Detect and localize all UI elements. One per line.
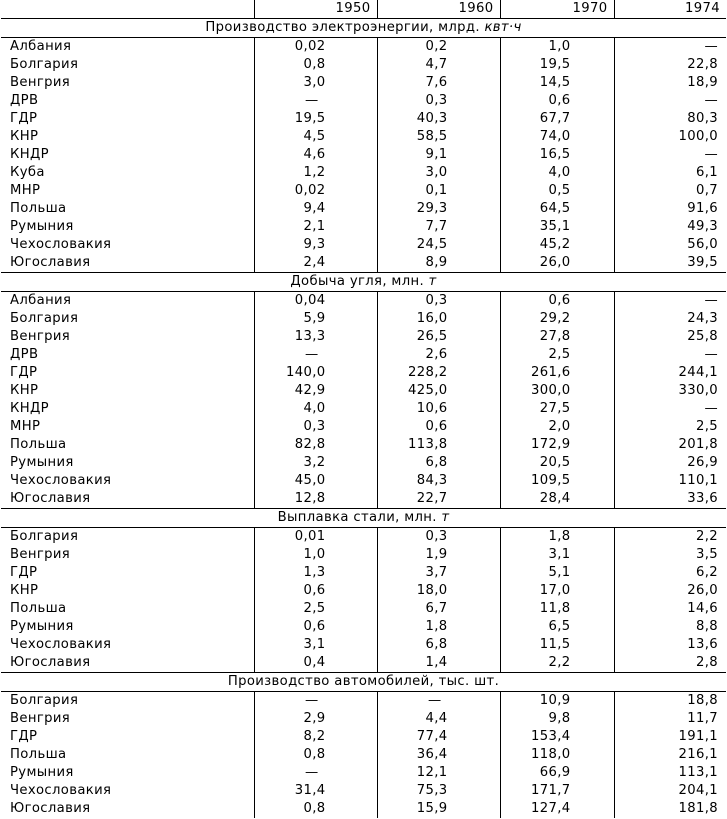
value-cell-1970: 6,5 (500, 618, 614, 636)
value-cell-1970: 2,5 (500, 346, 614, 364)
country-name: Югославия (10, 801, 91, 816)
value-cell-1950: 8,2 (254, 728, 377, 746)
value-cell-1960: 22,7 (377, 490, 500, 509)
value-cell-1950: 1,0 (254, 546, 377, 564)
country-name: Болгария (10, 693, 79, 708)
value-cell-1970: 35,1 (500, 218, 614, 236)
value-cell-1950: 3,2 (254, 454, 377, 472)
value-cell-1970: 27,8 (500, 328, 614, 346)
section-title-unit: т (428, 274, 437, 289)
country-name: ГДР (10, 729, 38, 744)
value-cell-1950: 1,2 (254, 164, 377, 182)
value-cell-1974: 14,6 (614, 600, 726, 618)
value-cell-1950: 2,5 (254, 600, 377, 618)
country-name: ГДР (10, 111, 38, 126)
value-cell-1970: 171,7 (500, 782, 614, 800)
value-cell-1974: 2,2 (614, 528, 726, 547)
table-row (1, 292, 726, 311)
country-name: ДРВ (10, 93, 39, 108)
table-row (1, 346, 726, 364)
country-name: МНР (10, 183, 41, 198)
country-name: Польша (10, 437, 67, 452)
value-cell-1970: 11,8 (500, 600, 614, 618)
country-name: Венгрия (10, 329, 71, 344)
country-name: Румыния (10, 619, 74, 634)
value-cell-1970: 45,2 (500, 236, 614, 254)
table-row (1, 74, 726, 92)
value-cell-1950: 9,4 (254, 200, 377, 218)
value-cell-1950: 140,0 (254, 364, 377, 382)
table-row (1, 128, 726, 146)
country-name: Куба (10, 165, 45, 180)
value-cell-1950: — (254, 692, 377, 711)
value-cell-1960: 228,2 (377, 364, 500, 382)
section-title (1, 19, 726, 38)
value-cell-1970: 9,8 (500, 710, 614, 728)
value-cell-1974: 33,6 (614, 490, 726, 509)
value-cell-1960: 16,0 (377, 310, 500, 328)
value-cell-1950: 2,9 (254, 710, 377, 728)
table-row (1, 418, 726, 436)
table-row (1, 56, 726, 74)
value-cell-1974: 24,3 (614, 310, 726, 328)
country-name: Польша (10, 601, 67, 616)
value-cell-1960: 26,5 (377, 328, 500, 346)
section-title-text: Добыча угля, млн. (290, 274, 429, 289)
value-cell-1960: 1,8 (377, 618, 500, 636)
country-name: Польша (10, 201, 67, 216)
section-title-unit: т (441, 510, 450, 525)
value-cell-1950: 9,3 (254, 236, 377, 254)
value-cell-1960: 12,1 (377, 764, 500, 782)
table-row (1, 582, 726, 600)
value-cell-1960: 36,4 (377, 746, 500, 764)
value-cell-1970: 5,1 (500, 564, 614, 582)
value-cell-1970: 64,5 (500, 200, 614, 218)
value-cell-1950: 0,02 (254, 38, 377, 57)
value-cell-1950: 31,4 (254, 782, 377, 800)
value-cell-1950: — (254, 764, 377, 782)
value-cell-1974: — (614, 38, 726, 57)
value-cell-1960: 75,3 (377, 782, 500, 800)
section-header-row (1, 673, 726, 692)
table-row (1, 110, 726, 128)
value-cell-1970: 261,6 (500, 364, 614, 382)
table-row (1, 528, 726, 547)
value-cell-1960: 40,3 (377, 110, 500, 128)
table-row (1, 436, 726, 454)
value-cell-1974: 0,7 (614, 182, 726, 200)
value-cell-1974: 8,8 (614, 618, 726, 636)
section-header-row (1, 19, 726, 38)
value-cell-1974: 2,8 (614, 654, 726, 673)
value-cell-1960: 58,5 (377, 128, 500, 146)
value-cell-1950: 12,8 (254, 490, 377, 509)
value-cell-1950: 0,8 (254, 56, 377, 74)
value-cell-1970: 17,0 (500, 582, 614, 600)
value-cell-1970: 109,5 (500, 472, 614, 490)
value-cell-1960: 4,4 (377, 710, 500, 728)
value-cell-1960: 1,9 (377, 546, 500, 564)
value-cell-1960: 1,4 (377, 654, 500, 673)
section-title (1, 673, 726, 692)
country-name: КНДР (10, 147, 49, 162)
table-row (1, 728, 726, 746)
table-row (1, 218, 726, 236)
value-cell-1960: 18,0 (377, 582, 500, 600)
value-cell-1950: 4,0 (254, 400, 377, 418)
value-cell-1974: — (614, 92, 726, 110)
value-cell-1970: 300,0 (500, 382, 614, 400)
value-cell-1974: 25,8 (614, 328, 726, 346)
section-title-text: Производство автомобилей, тыс. шт. (227, 674, 500, 689)
value-cell-1950: 0,4 (254, 654, 377, 673)
value-cell-1960: 0,1 (377, 182, 500, 200)
country-name: КНР (10, 583, 39, 598)
value-cell-1970: 172,9 (500, 436, 614, 454)
value-cell-1970: 118,0 (500, 746, 614, 764)
country-name: Чехословакия (10, 637, 112, 652)
year-header-row (1, 0, 726, 19)
value-cell-1970: 2,2 (500, 654, 614, 673)
country-name: Венгрия (10, 75, 71, 90)
value-cell-1950: 1,3 (254, 564, 377, 582)
section-title-text: Выплавка стали, млн. (277, 510, 442, 525)
table-row (1, 636, 726, 654)
year-header-1960: 1960 (377, 0, 500, 19)
value-cell-1960: 84,3 (377, 472, 500, 490)
country-name: ДРВ (10, 347, 39, 362)
country-name: МНР (10, 419, 41, 434)
year-header-1950: 1950 (254, 0, 377, 19)
value-cell-1950: 0,01 (254, 528, 377, 547)
table-row (1, 800, 726, 818)
value-cell-1950: 0,6 (254, 582, 377, 600)
country-name: Венгрия (10, 711, 71, 726)
table-row (1, 364, 726, 382)
value-cell-1960: 0,2 (377, 38, 500, 57)
table-row (1, 472, 726, 490)
table-row (1, 146, 726, 164)
value-cell-1960: 4,7 (377, 56, 500, 74)
value-cell-1960: 3,0 (377, 164, 500, 182)
value-cell-1974: 201,8 (614, 436, 726, 454)
value-cell-1970: 10,9 (500, 692, 614, 711)
section-title-unit: квт·ч (484, 20, 522, 35)
country-name: Болгария (10, 311, 79, 326)
table-row (1, 236, 726, 254)
value-cell-1950: 0,04 (254, 292, 377, 311)
value-cell-1970: 16,5 (500, 146, 614, 164)
country-name: КНДР (10, 401, 49, 416)
value-cell-1950: 0,6 (254, 618, 377, 636)
value-cell-1974: 204,1 (614, 782, 726, 800)
value-cell-1950: 2,1 (254, 218, 377, 236)
value-cell-1970: 0,6 (500, 292, 614, 311)
country-name: Румыния (10, 455, 74, 470)
country-name: Чехословакия (10, 237, 112, 252)
country-name: Румыния (10, 219, 74, 234)
value-cell-1950: — (254, 346, 377, 364)
table-row (1, 746, 726, 764)
table-row (1, 600, 726, 618)
value-cell-1960: 24,5 (377, 236, 500, 254)
country-name: Болгария (10, 529, 79, 544)
value-cell-1960: 6,7 (377, 600, 500, 618)
value-cell-1970: 19,5 (500, 56, 614, 74)
value-cell-1974: 100,0 (614, 128, 726, 146)
country-name: Албания (10, 293, 72, 308)
value-cell-1950: 4,5 (254, 128, 377, 146)
value-cell-1970: 4,0 (500, 164, 614, 182)
value-cell-1950: 3,0 (254, 74, 377, 92)
value-cell-1970: 67,7 (500, 110, 614, 128)
value-cell-1960: 0,3 (377, 92, 500, 110)
value-cell-1970: 74,0 (500, 128, 614, 146)
value-cell-1974: 26,0 (614, 582, 726, 600)
value-cell-1974: — (614, 146, 726, 164)
table-row (1, 200, 726, 218)
value-cell-1960: 7,6 (377, 74, 500, 92)
value-cell-1970: 127,4 (500, 800, 614, 818)
section-title (1, 273, 726, 292)
value-cell-1960: 29,3 (377, 200, 500, 218)
table-row (1, 782, 726, 800)
section-header-row (1, 273, 726, 292)
value-cell-1974: 113,1 (614, 764, 726, 782)
country-name: Румыния (10, 765, 74, 780)
table-row (1, 310, 726, 328)
value-cell-1960: 6,8 (377, 636, 500, 654)
table-row (1, 654, 726, 673)
section-title-text: Производство электроэнергии, млрд. (205, 20, 485, 35)
value-cell-1950: 0,8 (254, 800, 377, 818)
value-cell-1974: 6,2 (614, 564, 726, 582)
country-name: Венгрия (10, 547, 71, 562)
value-cell-1974: 22,8 (614, 56, 726, 74)
section-header-row (1, 509, 726, 528)
value-cell-1970: 26,0 (500, 254, 614, 273)
table-row (1, 92, 726, 110)
value-cell-1970: 1,8 (500, 528, 614, 547)
value-cell-1974: 18,9 (614, 74, 726, 92)
value-cell-1950: 3,1 (254, 636, 377, 654)
country-name: Чехословакия (10, 473, 112, 488)
production-statistics-table (1, 0, 726, 818)
table-row (1, 164, 726, 182)
value-cell-1970: 14,5 (500, 74, 614, 92)
value-cell-1970: 11,5 (500, 636, 614, 654)
value-cell-1974: 56,0 (614, 236, 726, 254)
value-cell-1970: 1,0 (500, 38, 614, 57)
value-cell-1974: 3,5 (614, 546, 726, 564)
country-name: КНР (10, 383, 39, 398)
value-cell-1974: — (614, 400, 726, 418)
table-row (1, 692, 726, 711)
value-cell-1960: 77,4 (377, 728, 500, 746)
value-cell-1974: 11,7 (614, 710, 726, 728)
value-cell-1970: 2,0 (500, 418, 614, 436)
table-row (1, 400, 726, 418)
value-cell-1950: 42,9 (254, 382, 377, 400)
value-cell-1974: 18,8 (614, 692, 726, 711)
value-cell-1974: 91,6 (614, 200, 726, 218)
value-cell-1950: 4,6 (254, 146, 377, 164)
value-cell-1960: 113,8 (377, 436, 500, 454)
value-cell-1970: 153,4 (500, 728, 614, 746)
country-name: ГДР (10, 365, 38, 380)
value-cell-1974: 49,3 (614, 218, 726, 236)
table-row (1, 382, 726, 400)
country-name: Югославия (10, 491, 91, 506)
value-cell-1974: 6,1 (614, 164, 726, 182)
country-name: Чехословакия (10, 783, 112, 798)
value-cell-1974: 110,1 (614, 472, 726, 490)
year-header-1970: 1970 (500, 0, 614, 19)
table-row (1, 564, 726, 582)
value-cell-1950: 19,5 (254, 110, 377, 128)
value-cell-1950: 5,9 (254, 310, 377, 328)
value-cell-1974: 80,3 (614, 110, 726, 128)
value-cell-1960: 3,7 (377, 564, 500, 582)
corner-header-cell (1, 0, 254, 19)
value-cell-1974: — (614, 292, 726, 311)
value-cell-1950: 82,8 (254, 436, 377, 454)
value-cell-1970: 66,9 (500, 764, 614, 782)
country-name: Албания (10, 39, 72, 54)
value-cell-1974: 330,0 (614, 382, 726, 400)
value-cell-1970: 0,5 (500, 182, 614, 200)
value-cell-1950: 2,4 (254, 254, 377, 273)
value-cell-1970: 0,6 (500, 92, 614, 110)
table-row (1, 618, 726, 636)
value-cell-1974: 26,9 (614, 454, 726, 472)
value-cell-1960: 7,7 (377, 218, 500, 236)
value-cell-1960: 0,6 (377, 418, 500, 436)
country-name: Польша (10, 747, 67, 762)
value-cell-1974: 39,5 (614, 254, 726, 273)
country-name: Болгария (10, 57, 79, 72)
value-cell-1974: 181,8 (614, 800, 726, 818)
value-cell-1950: 13,3 (254, 328, 377, 346)
section-title (1, 509, 726, 528)
value-cell-1960: 15,9 (377, 800, 500, 818)
table-row (1, 546, 726, 564)
country-name: Югославия (10, 255, 91, 270)
value-cell-1970: 28,4 (500, 490, 614, 509)
country-name: ГДР (10, 565, 38, 580)
table-row (1, 38, 726, 57)
table-row (1, 710, 726, 728)
value-cell-1974: 244,1 (614, 364, 726, 382)
table-row (1, 254, 726, 273)
table-row (1, 454, 726, 472)
value-cell-1950: 0,3 (254, 418, 377, 436)
table-row (1, 182, 726, 200)
value-cell-1960: 0,3 (377, 292, 500, 311)
value-cell-1960: — (377, 692, 500, 711)
country-name: Югославия (10, 655, 91, 670)
value-cell-1960: 8,9 (377, 254, 500, 273)
value-cell-1960: 6,8 (377, 454, 500, 472)
value-cell-1970: 3,1 (500, 546, 614, 564)
value-cell-1960: 9,1 (377, 146, 500, 164)
value-cell-1974: 13,6 (614, 636, 726, 654)
value-cell-1974: 216,1 (614, 746, 726, 764)
table-row (1, 764, 726, 782)
country-name: КНР (10, 129, 39, 144)
value-cell-1960: 0,3 (377, 528, 500, 547)
table-row (1, 328, 726, 346)
value-cell-1974: 2,5 (614, 418, 726, 436)
value-cell-1970: 20,5 (500, 454, 614, 472)
value-cell-1950: 45,0 (254, 472, 377, 490)
value-cell-1960: 2,6 (377, 346, 500, 364)
value-cell-1974: — (614, 346, 726, 364)
table-row (1, 490, 726, 509)
table-body (1, 19, 726, 819)
value-cell-1950: 0,8 (254, 746, 377, 764)
value-cell-1950: 0,02 (254, 182, 377, 200)
value-cell-1970: 29,2 (500, 310, 614, 328)
value-cell-1974: 191,1 (614, 728, 726, 746)
value-cell-1970: 27,5 (500, 400, 614, 418)
value-cell-1950: — (254, 92, 377, 110)
year-header-1974: 1974 (614, 0, 726, 19)
value-cell-1960: 10,6 (377, 400, 500, 418)
value-cell-1960: 425,0 (377, 382, 500, 400)
